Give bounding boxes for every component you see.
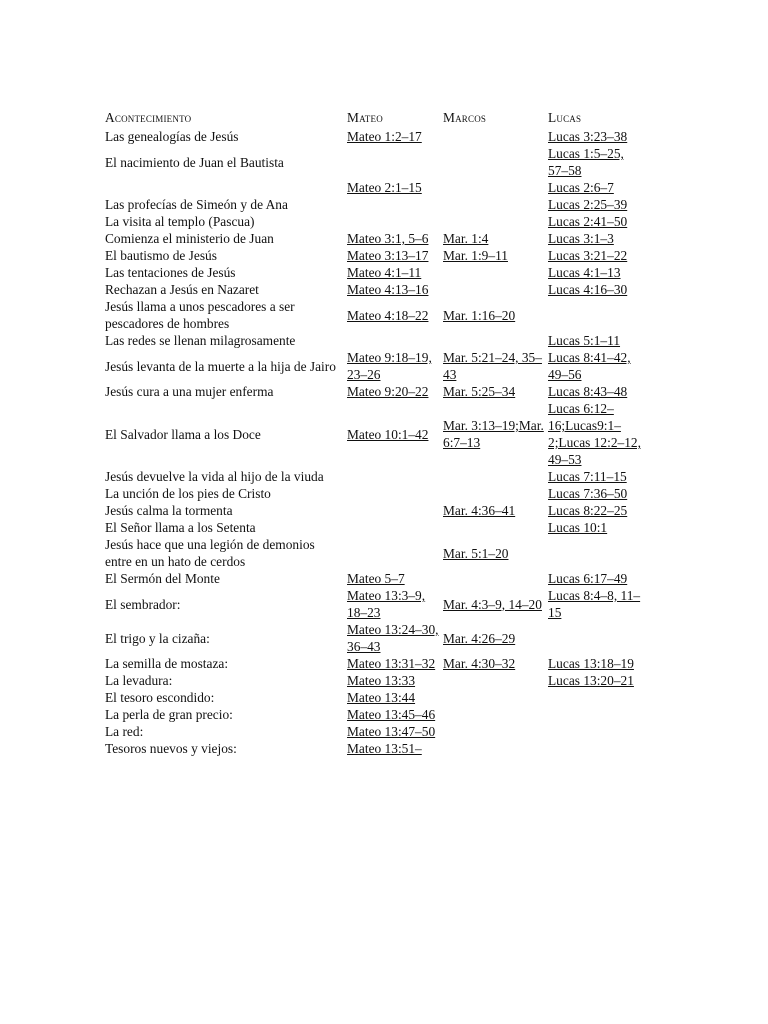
table-row (103, 689, 643, 706)
mark-reference (441, 332, 546, 349)
header-event: Acontecimiento (105, 110, 192, 125)
luke-reference[interactable]: Lucas 4:1–13 (548, 265, 621, 280)
luke-reference[interactable]: Lucas 13:20–21 (548, 673, 634, 688)
matthew-reference[interactable]: Mateo 4:13–16 (347, 282, 429, 297)
mark-reference (441, 145, 546, 179)
event-name: La perla de gran precio: (105, 707, 233, 722)
luke-reference[interactable]: Lucas 6:17–49 (548, 571, 628, 586)
matthew-reference (345, 213, 441, 230)
table-row (103, 281, 643, 298)
luke-reference (546, 298, 643, 332)
matthew-reference[interactable]: Mateo 13:24–30, 36–43 (347, 622, 439, 654)
mark-reference (441, 570, 546, 587)
event-name: El sembrador: (105, 596, 181, 612)
luke-reference[interactable]: Lucas 2:41–50 (548, 214, 628, 229)
matthew-reference[interactable]: Mateo 3:13–17 (347, 248, 429, 263)
table-body (103, 128, 643, 757)
event-name: Las redes se llenan milagrosamente (105, 333, 296, 348)
gospel-harmony-table (103, 108, 643, 757)
matthew-reference (345, 196, 441, 213)
luke-reference[interactable]: Lucas 3:1–3 (548, 231, 614, 246)
event-name: La unción de los pies de Cristo (105, 486, 271, 501)
mark-reference[interactable]: Mar. 5:21–24, 35–43 (443, 350, 542, 382)
mark-reference[interactable]: Mar. 1:4 (443, 231, 489, 246)
mark-reference[interactable]: Mar. 4:3–9, 14–20 (443, 596, 542, 612)
matthew-reference (345, 502, 441, 519)
luke-reference[interactable]: Lucas 8:41–42, 49–56 (548, 350, 631, 382)
table-row (103, 332, 643, 349)
mark-reference[interactable]: Mar. 4:36–41 (443, 503, 516, 518)
event-name: Tesoros nuevos y viejos: (105, 741, 237, 756)
luke-reference[interactable]: Lucas 3:23–38 (548, 129, 628, 144)
table-row (103, 213, 643, 230)
table-row (103, 485, 643, 502)
luke-reference[interactable]: Lucas 5:1–11 (548, 333, 621, 348)
luke-reference[interactable]: Lucas 1:5–25, 57–58 (548, 146, 624, 178)
table-row (103, 179, 643, 196)
event-name: Las profecías de Simeón y de Ana (105, 197, 288, 212)
mark-reference (441, 723, 546, 740)
table-row (103, 587, 643, 621)
luke-reference[interactable]: Lucas 13:18–19 (548, 656, 634, 671)
mark-reference[interactable]: Mar. 4:30–32 (443, 656, 516, 671)
luke-reference (546, 723, 643, 740)
table-row (103, 349, 643, 383)
luke-reference[interactable]: Lucas 2:25–39 (548, 197, 628, 212)
matthew-reference (345, 519, 441, 536)
luke-reference[interactable]: Lucas 7:36–50 (548, 486, 628, 501)
matthew-reference[interactable]: Mateo 13:3–9, 18–23 (347, 588, 426, 620)
table-row (103, 536, 643, 570)
matthew-reference[interactable]: Mateo 9:18–19, 23–26 (347, 350, 432, 382)
event-name: El bautismo de Jesús (105, 248, 217, 263)
mark-reference (441, 264, 546, 281)
luke-reference[interactable]: Lucas 4:16–30 (548, 282, 628, 297)
event-name: Las genealogías de Jesús (105, 129, 239, 144)
table-row (103, 247, 643, 264)
event-name: El nacimiento de Juan el Bautista (105, 154, 284, 170)
event-name: El tesoro escondido: (105, 690, 215, 705)
luke-reference[interactable]: Lucas 8:43–48 (548, 384, 628, 399)
mark-reference (441, 706, 546, 723)
luke-reference[interactable]: Lucas 8:4–8, 11–15 (548, 588, 641, 620)
mark-reference[interactable]: Mar. 4:26–29 (443, 630, 516, 646)
matthew-reference (345, 145, 441, 179)
table-row (103, 400, 643, 468)
mark-reference (441, 485, 546, 502)
matthew-reference[interactable]: Mateo 13:31–32 (347, 656, 436, 671)
table-header-row (103, 108, 643, 128)
table-row (103, 519, 643, 536)
event-name: El Salvador llama a los Doce (105, 426, 261, 442)
table-row (103, 468, 643, 485)
event-name: El Señor llama a los Setenta (105, 520, 256, 535)
matthew-reference[interactable]: Mateo 2:1–15 (347, 180, 422, 195)
matthew-reference (345, 468, 441, 485)
event-name (103, 179, 345, 196)
mark-reference (441, 196, 546, 213)
table-row (103, 706, 643, 723)
luke-reference[interactable]: Lucas 6:12–16;Lucas9:1–2;Lucas 12:2–12, 49–53 (548, 401, 641, 467)
event-name: Jesús hace que una legión de demonios entre en un hato de cerdos (105, 537, 315, 569)
table-row (103, 128, 643, 145)
event-name: La visita al templo (Pascua) (105, 214, 255, 229)
event-name: La red: (105, 724, 144, 739)
luke-reference (546, 621, 643, 655)
matthew-reference[interactable]: Mateo 1:2–17 (347, 129, 422, 144)
mark-reference (441, 468, 546, 485)
event-name: El Sermón del Monte (105, 571, 220, 586)
event-name: Jesús devuelve la vida al hijo de la viuda (105, 469, 324, 484)
luke-reference (546, 740, 643, 757)
luke-reference[interactable]: Lucas 7:11–15 (548, 469, 627, 484)
table-row (103, 230, 643, 247)
header-mark: Marcos (443, 110, 487, 125)
matthew-reference (345, 332, 441, 349)
mark-reference (441, 128, 546, 145)
matthew-reference (345, 485, 441, 502)
header-matthew: Mateo (347, 110, 383, 125)
matthew-reference[interactable]: Mateo 13:45–46 (347, 707, 436, 722)
mark-reference[interactable]: Mar. 5:1–20 (443, 545, 509, 561)
matthew-reference[interactable]: Mateo 13:44 (347, 690, 416, 705)
event-name: Las tentaciones de Jesús (105, 265, 236, 280)
table-row (103, 196, 643, 213)
event-name: La semilla de mostaza: (105, 656, 229, 671)
table-row (103, 502, 643, 519)
event-name: Jesús calma la tormenta (105, 503, 233, 518)
matthew-reference[interactable]: Mateo 13:51– (347, 741, 422, 756)
luke-reference (546, 689, 643, 706)
mark-reference (441, 672, 546, 689)
luke-reference[interactable]: Lucas 8:22–25 (548, 503, 628, 518)
matthew-reference[interactable]: Mateo 4:1–11 (347, 265, 422, 280)
matthew-reference[interactable]: Mateo 4:18–22 (347, 307, 429, 323)
luke-reference[interactable]: Lucas 10:1 (548, 520, 608, 535)
table-row (103, 145, 643, 179)
event-name: El trigo y la cizaña: (105, 630, 210, 646)
matthew-reference[interactable]: Mateo 9:20–22 (347, 384, 429, 399)
matthew-reference[interactable]: Mateo 13:33 (347, 673, 416, 688)
event-name: Comienza el ministerio de Juan (105, 231, 274, 246)
table-row (103, 570, 643, 587)
event-name: Rechazan a Jesús en Nazaret (105, 282, 259, 297)
mark-reference[interactable]: Mar. 1:16–20 (443, 307, 516, 323)
mark-reference[interactable]: Mar. 1:9–11 (443, 248, 508, 263)
mark-reference[interactable]: Mar. 3:13–19;Mar. 6:7–13 (443, 418, 544, 450)
table-row (103, 723, 643, 740)
matthew-reference[interactable]: Mateo 13:47–50 (347, 724, 436, 739)
table-row (103, 740, 643, 757)
event-name: Jesús cura a una mujer enferma (105, 384, 274, 399)
table-row (103, 298, 643, 332)
mark-reference[interactable]: Mar. 5:25–34 (443, 384, 516, 399)
mark-reference (441, 740, 546, 757)
event-name: Jesús levanta de la muerte a la hija de Jairo (105, 358, 336, 374)
luke-reference (546, 706, 643, 723)
table-row (103, 655, 643, 672)
table-row (103, 264, 643, 281)
mark-reference (441, 281, 546, 298)
matthew-reference[interactable]: Mateo 3:1, 5–6 (347, 231, 429, 246)
mark-reference (441, 213, 546, 230)
table-row (103, 383, 643, 400)
table-row (103, 621, 643, 655)
matthew-reference[interactable]: Mateo 5–7 (347, 571, 405, 586)
mark-reference (441, 689, 546, 706)
mark-reference (441, 519, 546, 536)
luke-reference[interactable]: Lucas 2:6–7 (548, 180, 614, 195)
matthew-reference[interactable]: Mateo 10:1–42 (347, 426, 429, 442)
event-name: La levadura: (105, 673, 173, 688)
luke-reference[interactable]: Lucas 3:21–22 (548, 248, 628, 263)
event-name: Jesús llama a unos pescadores a ser pescadores de hombres (105, 299, 295, 331)
mark-reference (441, 179, 546, 196)
luke-reference (546, 536, 643, 570)
matthew-reference (345, 536, 441, 570)
header-luke: Lucas (548, 110, 582, 125)
table-row (103, 672, 643, 689)
